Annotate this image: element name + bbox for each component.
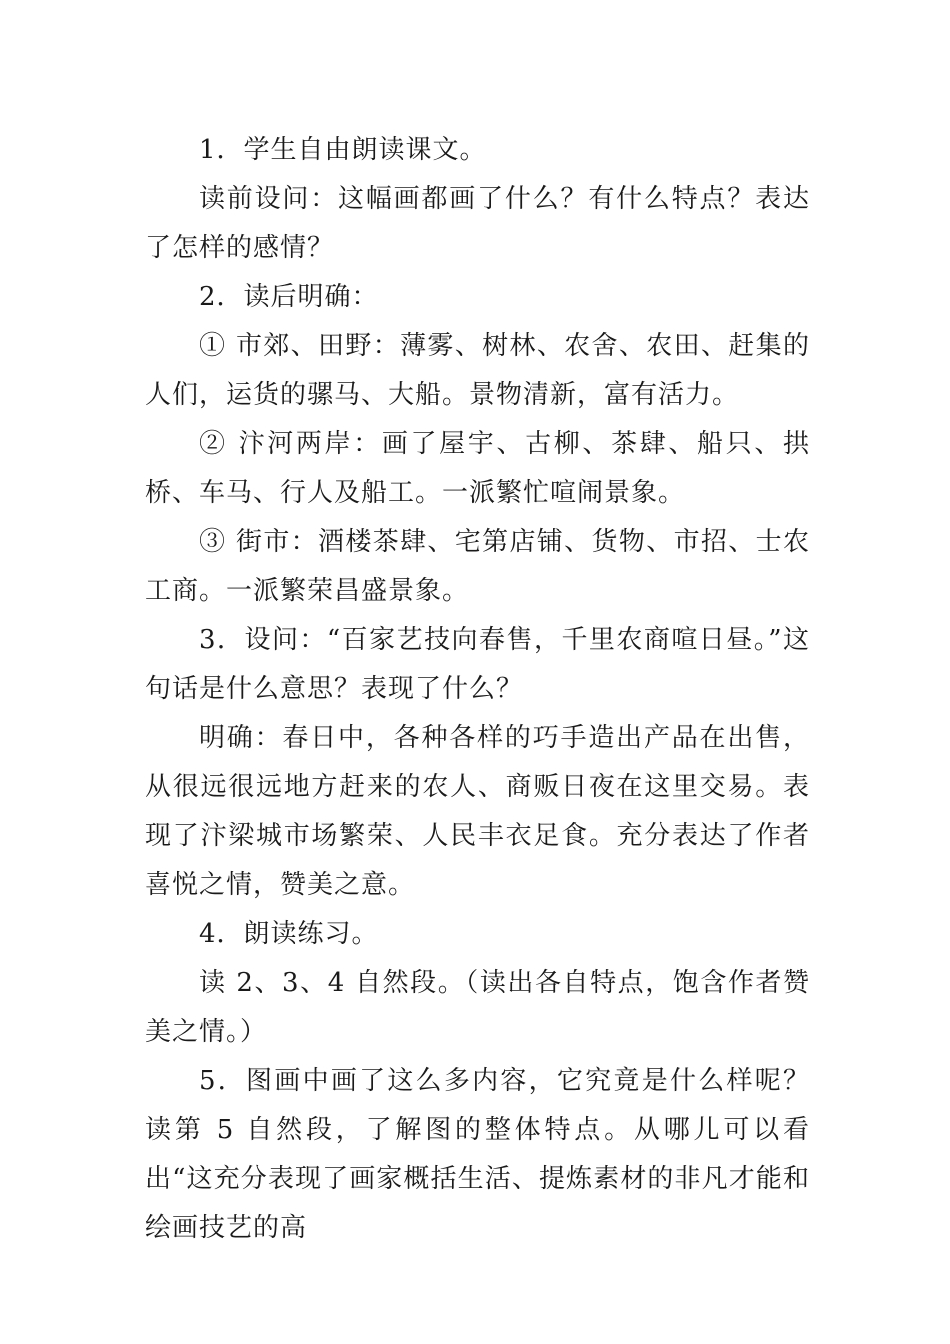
paragraph-suburbs: ① 市郊、田野：薄雾、树林、农舍、农田、赶集的人们，运货的骡马、大船。景物清新，富有活力。 [145, 331, 810, 410]
paragraph-step-2: 2．读后明确： [199, 282, 379, 312]
paragraph-step-1: 1．学生自由朗读课文。 [199, 135, 487, 165]
paragraph-step-3: 3．设问：“百家艺技向春售，千里农商喧日昼。”这句话是什么意思？表现了什么？ [145, 625, 810, 704]
paragraph-clarification: 明确：春日中，各种各样的巧手造出产品在出售，从很远很远地方赶来的农人、商贩日夜在这里交易。表现了汴梁城市场繁荣、人民丰衣足食。充分表达了作者喜悦之情，赞美之意。 [145, 723, 810, 900]
paragraph-step-4: 4．朗读练习。 [199, 919, 379, 949]
paragraph-pre-reading-question: 读前设问：这幅画都画了什么？有什么特点？表达了怎样的感情？ [145, 184, 810, 263]
paragraph-streets: ③ 街市：酒楼茶肆、宅第店铺、货物、市招、士农工商。一派繁荣昌盛景象。 [145, 527, 810, 606]
paragraph-step-5: 5．图画中画了这么多内容，它究竟是什么样呢？读第 5 自然段，了解图的整体特点。从哪儿可以看出“这充分表现了画家概括生活、提炼素材的非凡才能和绘画技艺的高 [145, 1066, 810, 1243]
paragraph-bian-river: ② 汴河两岸：画了屋宇、古柳、茶肆、船只、拱桥、车马、行人及船工。一派繁忙喧闹景象。 [145, 429, 810, 508]
paragraph-reading-practice: 读 2、3、4 自然段。（读出各自特点，饱含作者赞美之情。） [145, 968, 810, 1047]
document-body [145, 126, 810, 1253]
